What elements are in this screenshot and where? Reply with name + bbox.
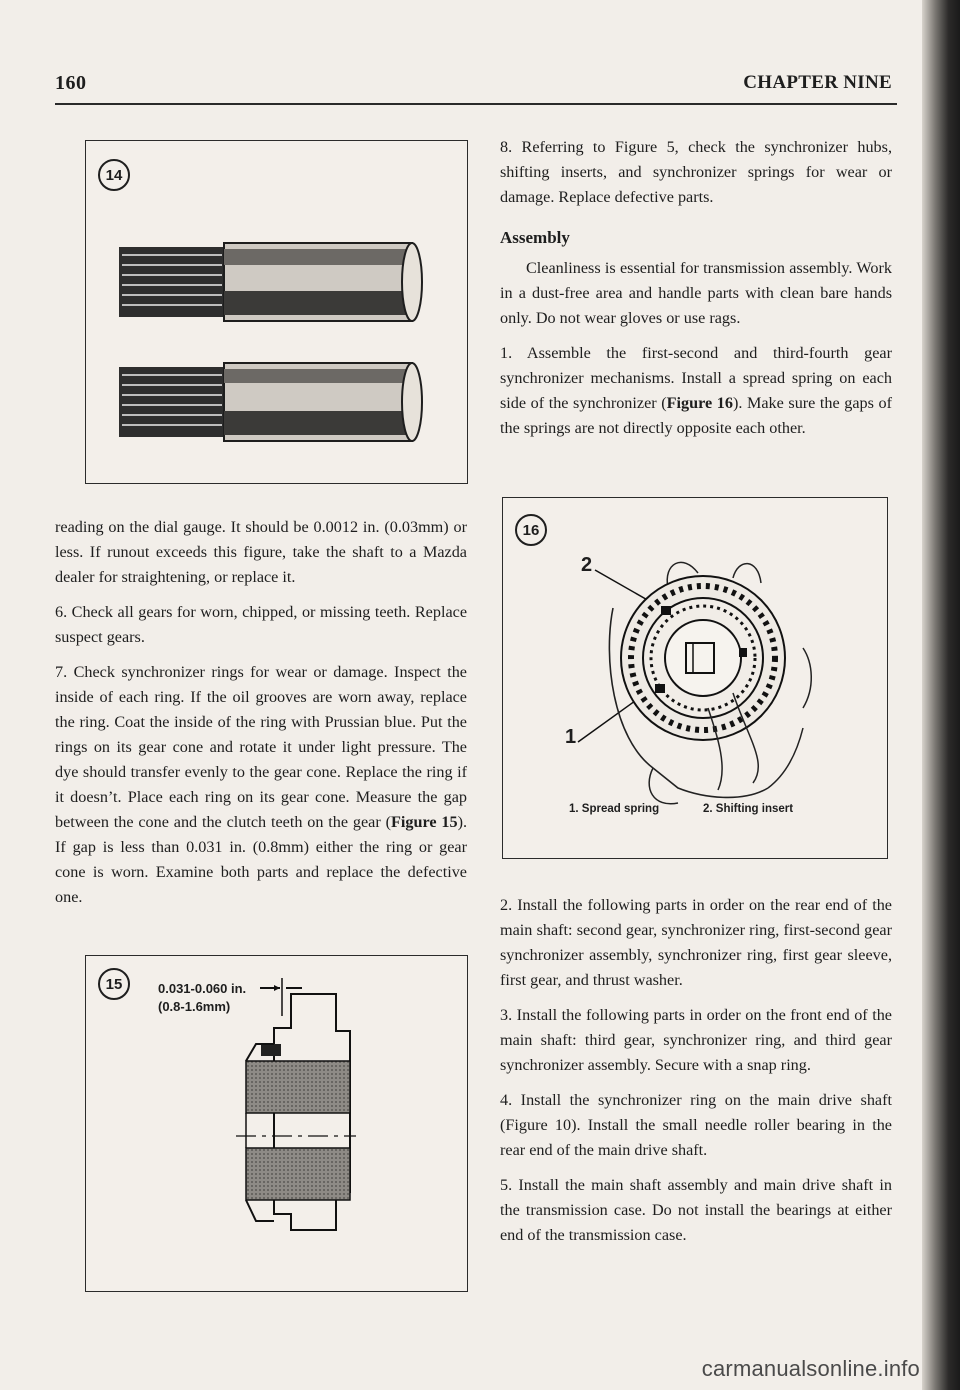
gap-dimension-mm: (0.8-1.6mm) xyxy=(158,999,231,1014)
header-rule xyxy=(55,103,897,105)
paragraph-assembly-step-5: 5. Install the main shaft assembly and main drive shaft in the transmission case. Do not install the bearings at either end of the transmission case. xyxy=(500,1176,892,1244)
figure-16-synchronizer-in-hands xyxy=(503,498,887,858)
left-column-text xyxy=(55,515,467,920)
figure-16 xyxy=(502,497,888,859)
callout-1: 1 xyxy=(565,726,577,748)
shaft-bottom xyxy=(119,363,422,441)
caption-spread-spring: 1. Spread spring xyxy=(569,803,660,815)
paragraph-cleanliness: Cleanliness is essential for transmission assembly. Work in a dust-free area and handle parts with clean bare hands only. Do not wear gloves or use rags. xyxy=(500,259,892,327)
figure-16-reference: Figure 16 xyxy=(666,394,733,412)
figure-14-splined-shafts-illustration xyxy=(86,141,467,483)
watermark: carmanualsonline.info xyxy=(701,1356,920,1381)
paragraph-step-7: 7. Check synchronizer rings for wear or damage. Inspect the inside of each ring. If the oil grooves are worn away, replace the ring. Coat the inside of the ring with Prussian blue. Put the rings on its gear cone and rotate it under light pressure. The dye should transfer evenly to the gear cone. Replace the ring if it doesn’t. Place each ring on its gear cone. Measure the gap between the cone and the clutch teeth on the gear (Figure 15). If gap is less than 0.031 in. (0.8mm) either the ring or gear cone is worn. Examine both parts and replace the defective one. xyxy=(55,663,467,906)
figure-14-number: 14 xyxy=(98,159,130,191)
page-number: 160 xyxy=(55,72,87,94)
right-column-text xyxy=(500,135,892,451)
caption-shifting-insert: 2. Shifting insert xyxy=(703,803,794,815)
paragraph-step-8: 8. Referring to Figure 5, check the synchronizer hubs, shifting inserts, and synchronizer springs for wear or damage. Replace defective parts. xyxy=(500,138,892,206)
figure-15-number: 15 xyxy=(98,968,130,1000)
figure-15 xyxy=(85,955,468,1292)
chapter-title: CHAPTER NINE xyxy=(743,72,892,93)
paragraph-assembly-step-2: 2. Install the following parts in order on the rear end of the main shaft: second gear, synchronizer ring, first-second gear synchronizer assembly, synchronizer ring, first gear sleeve, first gear, and thrust washer. xyxy=(500,896,892,989)
paragraph-assembly-step-4: 4. Install the synchronizer ring on the main drive shaft (Figure 10). Install the small needle roller bearing in the rear end of the main drive shaft. xyxy=(500,1091,892,1159)
assembly-heading: Assembly xyxy=(500,228,570,247)
callout-2: 2 xyxy=(581,554,593,576)
paragraph-assembly-step-1: 1. Assemble the first-second and third-fourth gear synchronizer mechanisms. Install a spread spring on each side of the synchronizer (Figure 16). Make sure the gaps of the springs are not directly opposite each other. xyxy=(500,344,893,437)
paragraph-assembly-step-3: 3. Install the following parts in order on the front end of the main shaft: third gear, synchronizer ring, and third gear synchronizer assembly. Secure with a snap ring. xyxy=(500,1006,892,1074)
figure-16-number: 16 xyxy=(515,514,547,546)
gap-dimension-in: 0.031-0.060 in. xyxy=(158,981,247,996)
shaft-top xyxy=(119,243,422,321)
right-column-text-continued xyxy=(500,893,892,1258)
page-binding-edge xyxy=(922,0,960,1390)
figure-15-gear-cross-section xyxy=(86,956,467,1291)
paragraph-step-6: 6. Check all gears for worn, chipped, or missing teeth. Replace suspect gears. xyxy=(55,603,467,646)
page-header xyxy=(55,72,892,106)
figure-14 xyxy=(85,140,468,484)
figure-15-reference: Figure 15 xyxy=(390,813,458,831)
paragraph-runout: reading on the dial gauge. It should be 0.0012 in. (0.03mm) or less. If runout exceeds this figure, take the shaft to a Mazda dealer for straightening, or replace it. xyxy=(55,518,467,586)
